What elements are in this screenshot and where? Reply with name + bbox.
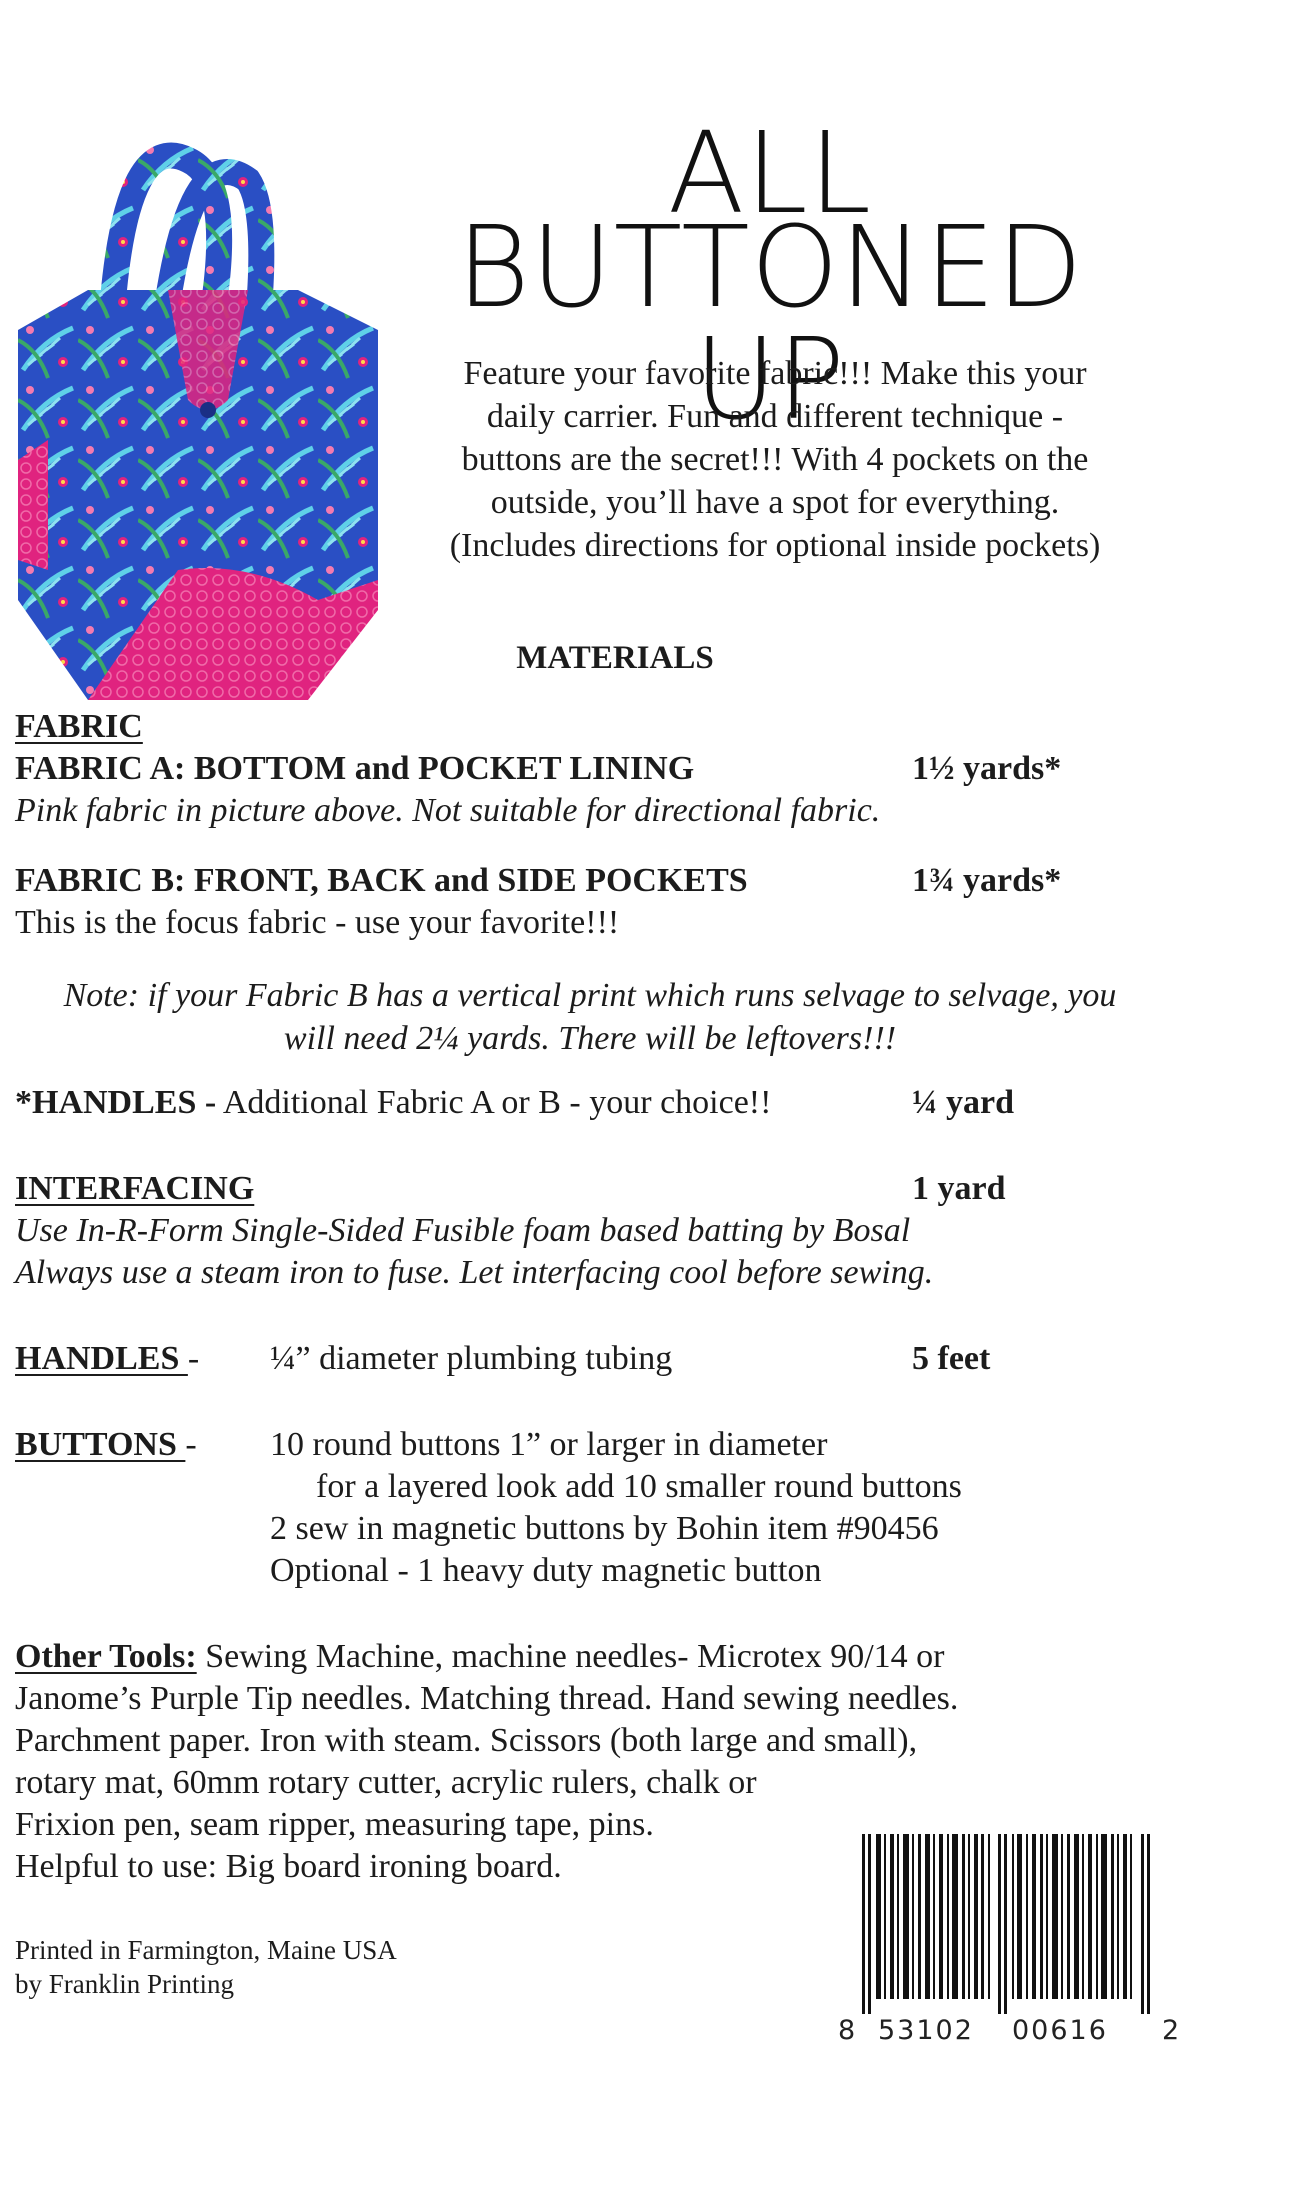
handles-dash: -	[187, 1340, 200, 1377]
fabric-a-note: Pink fabric in picture above. Not suitable for directional fabric.	[15, 792, 881, 829]
other-tools-text: Sewing Machine, machine needles- Microtex 90/14 or	[196, 1638, 945, 1675]
intro-line: Feature your favorite fabric!!! Make this your	[463, 355, 1087, 392]
buttons-line: 2 sew in magnetic buttons by Bohin item #90456	[270, 1510, 939, 1547]
fabric-b-note: This is the focus fabric - use your favorite!!!	[15, 904, 620, 941]
interfacing-amount: 1 yard	[912, 1170, 1006, 1207]
barcode-image	[862, 1834, 1152, 2014]
interfacing-heading: INTERFACING	[15, 1170, 255, 1207]
handles-label: HANDLES	[15, 1340, 188, 1377]
vertical-print-note	[20, 974, 1160, 1060]
interfacing-line-1: Use In-R-Form Single-Sided Fusible foam based batting by Bosal	[15, 1212, 911, 1249]
title-line-2: BUTTONED UP	[456, 203, 1084, 445]
fabric-heading: FABRIC	[15, 708, 143, 745]
buttons-dash: -	[185, 1426, 197, 1463]
intro-paragraph	[395, 352, 1155, 567]
barcode-digit-first: 8	[838, 2015, 858, 2046]
intro-line: daily carrier. Fun and different technique -	[486, 398, 1064, 435]
handles-amount: 5 feet	[912, 1340, 991, 1377]
buttons-row	[15, 1424, 197, 1466]
buttons-label: BUTTONS	[15, 1426, 186, 1463]
handles-text: ¼” diameter plumbing tubing	[270, 1340, 673, 1377]
note-line: will need 2¼ yards. There will be leftovers!!!	[283, 1020, 897, 1057]
title-line-1: ALL	[667, 109, 873, 239]
buttons-line: Optional - 1 heavy duty magnetic button	[270, 1552, 822, 1589]
intro-line: outside, you’ll have a spot for everything.	[490, 484, 1060, 521]
other-tools-line: rotary mat, 60mm rotary cutter, acrylic rulers, chalk or	[15, 1764, 757, 1801]
intro-line: (Includes directions for optional inside pockets)	[449, 527, 1101, 564]
handles-fabric-text: Additional Fabric A or B - your choice!!	[216, 1084, 772, 1121]
materials-heading: MATERIALS	[516, 640, 714, 676]
other-tools-label: Other Tools:	[15, 1638, 197, 1675]
handles-fabric-label: *HANDLES -	[15, 1084, 217, 1121]
barcode-digits-left: 53102	[878, 2015, 974, 2046]
other-tools-line: Janome’s Purple Tip needles. Matching thread. Hand sewing needles.	[15, 1680, 959, 1717]
other-tools-line-1	[15, 1636, 944, 1678]
other-tools-line: Helpful to use: Big board ironing board.	[15, 1848, 562, 1885]
other-tools-line: Frixion pen, seam ripper, measuring tape, pins.	[15, 1806, 654, 1843]
interfacing-line-2: Always use a steam iron to fuse. Let interfacing cool before sewing.	[15, 1254, 934, 1291]
barcode-digit-last: 2	[1162, 2015, 1182, 2046]
barcode-digits-right: 00616	[1012, 2015, 1108, 2046]
tote-bag-image	[18, 140, 378, 700]
note-line: Note: if your Fabric B has a vertical print which runs selvage to selvage, you	[63, 977, 1117, 1014]
fabric-a-label: FABRIC A: BOTTOM and POCKET LINING	[15, 750, 695, 787]
intro-line: buttons are the secret!!! With 4 pockets on the	[461, 441, 1089, 478]
buttons-line: for a layered look add 10 smaller round buttons	[316, 1468, 962, 1505]
fabric-b-amount: 1¾ yards*	[912, 862, 1062, 899]
buttons-line: 10 round buttons 1” or larger in diameter	[270, 1426, 828, 1463]
fabric-a-amount: 1½ yards*	[912, 750, 1062, 787]
printer-line-2: by Franklin Printing	[15, 1969, 235, 1999]
other-tools-line: Parchment paper. Iron with steam. Scissors (both large and small),	[15, 1722, 918, 1759]
fabric-b-label: FABRIC B: FRONT, BACK and SIDE POCKETS	[15, 862, 748, 899]
printer-line-1: Printed in Farmington, Maine USA	[15, 1935, 397, 1965]
handles-row	[15, 1338, 199, 1380]
handles-fabric-amount: ¼ yard	[912, 1084, 1014, 1121]
handles-fabric-row	[15, 1082, 771, 1124]
